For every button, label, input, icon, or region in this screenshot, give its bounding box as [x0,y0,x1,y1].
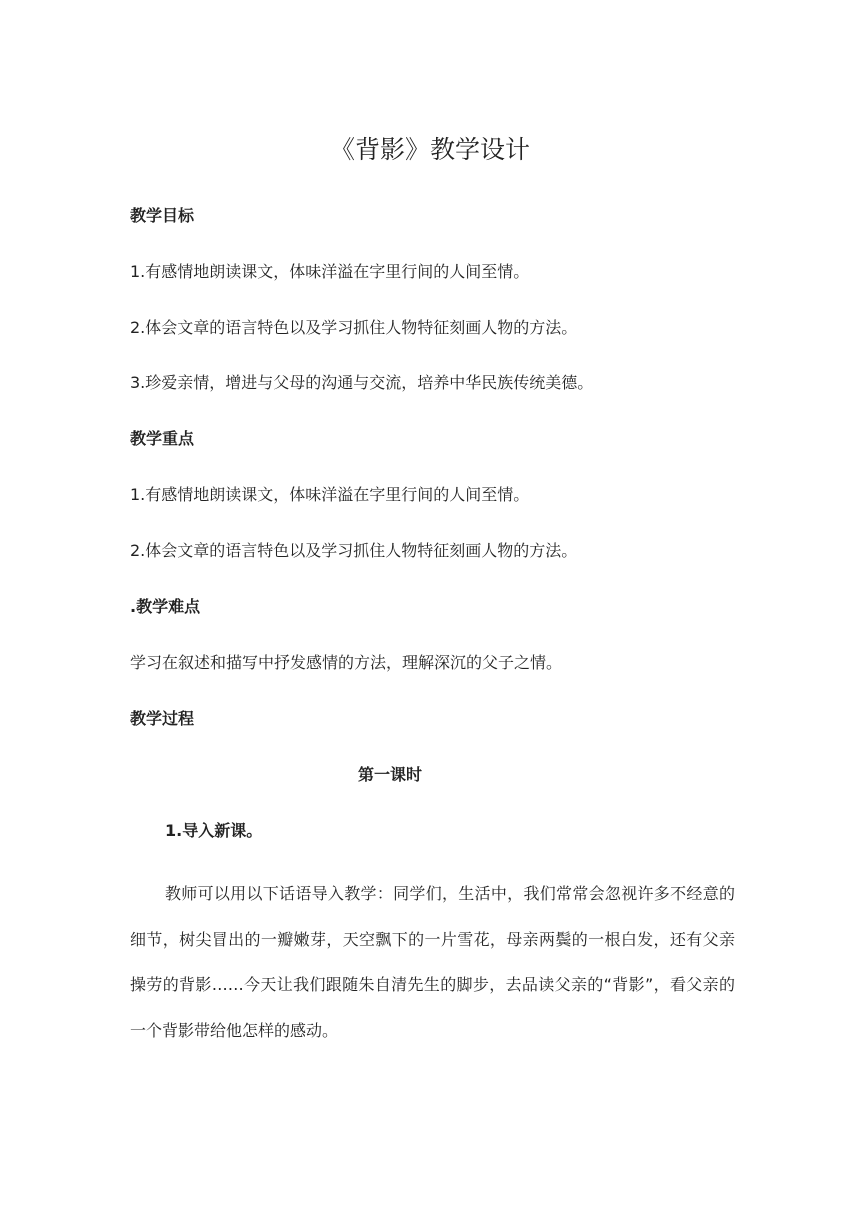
key-points-heading: 教学重点 [130,429,195,448]
key-point-item-1: 1.有感情地朗读课文，体味洋溢在字里行间的人间至情。 [130,485,530,504]
step-paragraph: 教师可以用以下话语导入教学：同学们，生活中，我们常常会忽视许多不经意的细节，树尖冒出的一瓣嫩芽，天空飘下的一片雪花，母亲两鬓的一根白发，还有父亲操劳的背影……今天让我们跟随朱自清先生的脚步，去品读父亲的“背影”，看父亲的一个背影带给他怎样的感动。 [130,884,735,1040]
process-heading: 教学过程 [130,709,195,728]
difficulties-text: 学习在叙述和描写中抒发感情的方法，理解深沉的父子之情。 [130,653,563,672]
key-point-item-2: 2.体会文章的语言特色以及学习抓住人物特征刻画人物的方法。 [130,541,578,560]
objectives-heading: 教学目标 [130,206,195,225]
objective-item-2: 2.体会文章的语言特色以及学习抓住人物特征刻画人物的方法。 [130,318,578,337]
lesson-title: 第一课时 [357,765,422,784]
document-title: 《背影》教学设计 [329,135,530,164]
difficulties-heading: .教学难点 [130,597,201,616]
objective-item-1: 1.有感情地朗读课文，体味洋溢在字里行间的人间至情。 [130,262,530,281]
objective-item-3: 3.珍爱亲情，增进与父母的沟通与交流，培养中华民族传统美德。 [130,373,594,392]
step-title: 1.导入新课。 [165,821,263,840]
